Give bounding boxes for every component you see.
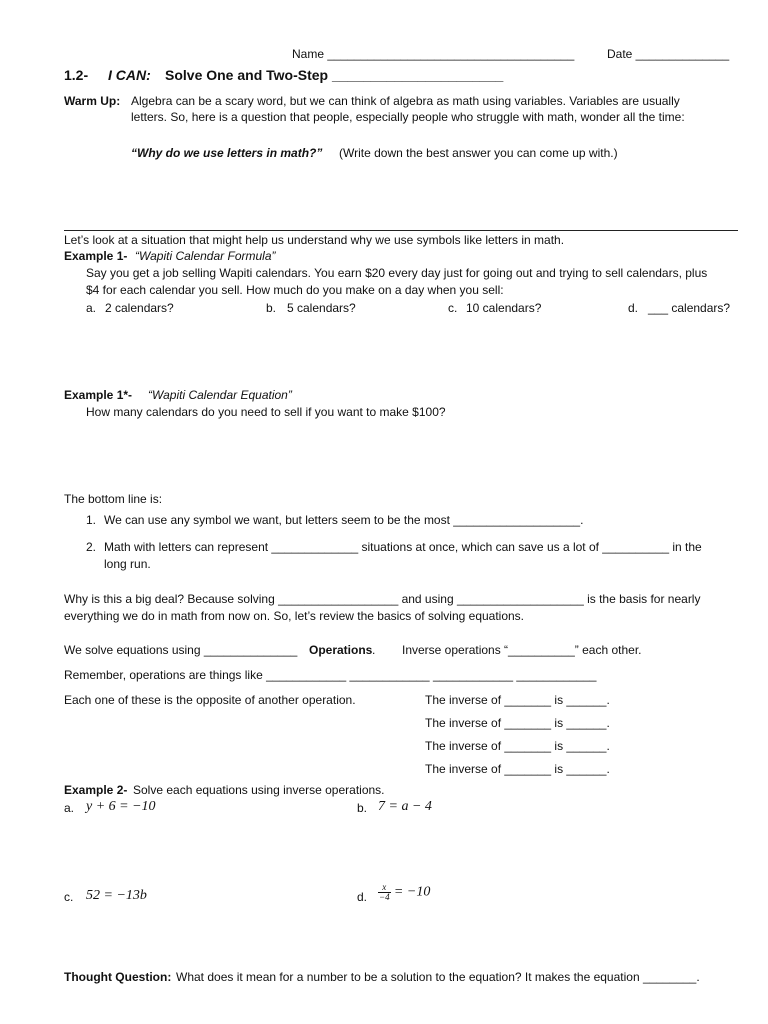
option-b-text: 5 calendars? <box>287 301 356 315</box>
fraction-numerator: x <box>378 883 391 893</box>
why-line-1: Why is this a big deal? Because solving __________________ and using ___________________ is the basis for nearly <box>64 592 701 606</box>
example-2-text: Solve each equations using inverse operations. <box>133 783 385 797</box>
problem-c-letter: c. <box>64 890 74 904</box>
warm-up-instruction: (Write down the best answer you can come up with.) <box>339 146 618 160</box>
option-b-letter: b. <box>266 301 277 315</box>
example-1-text-2: $4 for each calendar you sell. How much do you make on a day when you sell: <box>86 283 504 297</box>
inverse-operations-text: Inverse operations “__________” each other. <box>402 643 642 657</box>
option-d-letter: d. <box>628 301 639 315</box>
inverse-line-1: The inverse of _______ is ______. <box>425 693 610 707</box>
warm-up-label: Warm Up: <box>64 94 121 108</box>
problem-a-letter: a. <box>64 801 75 815</box>
option-a-letter: a. <box>86 301 97 315</box>
option-d-text: ___ calendars? <box>648 301 731 315</box>
option-c-letter: c. <box>448 301 458 315</box>
intro-line: Let’s look at a situation that might help us understand why we use symbols like letters in math. <box>64 233 565 247</box>
fraction-denominator: −4 <box>379 892 390 902</box>
solve-equations-prefix: We solve equations using ______________ <box>64 643 298 657</box>
bottom-line-item-1-number: 1. <box>86 513 97 527</box>
example-1-label: Example 1- <box>64 249 128 263</box>
bottom-line-item-2-number: 2. <box>86 540 97 554</box>
example-1star-question: How many calendars do you need to sell if you want to make $100? <box>86 405 446 419</box>
operations-word: Operations <box>309 643 373 657</box>
problem-d-letter: d. <box>357 890 368 904</box>
problem-b-equation: 7 = a − 4 <box>378 799 432 814</box>
bottom-line-item-2-continued: long run. <box>104 557 151 571</box>
warm-up-line-2: letters. So, here is a question that people, especially people who struggle with math, wonder all the time: <box>131 110 685 124</box>
problem-b-letter: b. <box>357 801 368 815</box>
fraction <box>378 883 391 902</box>
name-field-label: Name _____________________________________ <box>292 47 575 61</box>
page-title: Solve One and Two-Step ______________________ <box>165 67 504 83</box>
remember-line: Remember, operations are things like ____________ ____________ ____________ ____________ <box>64 668 597 682</box>
bottom-line-item-1: We can use any symbol we want, but letters seem to be the most ___________________. <box>104 513 584 527</box>
warm-up-line-1: Algebra can be a scary word, but we can think of algebra as math using variables. Variables are usually <box>131 94 680 108</box>
answer-line[interactable] <box>64 230 738 231</box>
inverse-line-3: The inverse of _______ is ______. <box>425 739 610 753</box>
example-2-label: Example 2- <box>64 783 128 797</box>
example-1-text-1: Say you get a job selling Wapiti calendars. You earn $20 every day just for going out and trying to sell calendars, plus <box>86 266 708 280</box>
bottom-line-intro: The bottom line is: <box>64 492 163 506</box>
fraction-rhs: = −10 <box>393 884 431 900</box>
example-1star-label: Example 1*- <box>64 388 133 402</box>
example-1star-title: “Wapiti Calendar Equation” <box>148 388 292 402</box>
example-1-title: “Wapiti Calendar Formula” <box>135 249 276 263</box>
problem-d-equation <box>378 883 430 902</box>
why-line-2: everything we do in math from now on. So, let’s review the basics of solving equations. <box>64 609 525 623</box>
problem-a-equation: y + 6 = −10 <box>86 799 156 814</box>
option-a-text: 2 calendars? <box>105 301 174 315</box>
thought-question-label: Thought Question: <box>64 970 172 984</box>
inverse-line-4: The inverse of _______ is ______. <box>425 762 610 776</box>
warm-up-question: “Why do we use letters in math?” <box>131 146 323 160</box>
bottom-line-item-2: Math with letters can represent _____________ situations at once, which can save us a lot of __________ in the <box>104 540 702 554</box>
thought-question-text: What does it mean for a number to be a solution to the equation? It makes the equation ________. <box>176 970 700 984</box>
operations-period: . <box>372 643 376 657</box>
problem-c-equation: 52 = −13b <box>86 888 147 903</box>
inverse-line-2: The inverse of _______ is ______. <box>425 716 610 730</box>
i-can-label: I CAN: <box>108 67 151 83</box>
opposite-line: Each one of these is the opposite of another operation. <box>64 693 356 707</box>
date-field-label: Date ______________ <box>607 47 730 61</box>
option-c-text: 10 calendars? <box>466 301 542 315</box>
lesson-number: 1.2- <box>64 67 89 83</box>
